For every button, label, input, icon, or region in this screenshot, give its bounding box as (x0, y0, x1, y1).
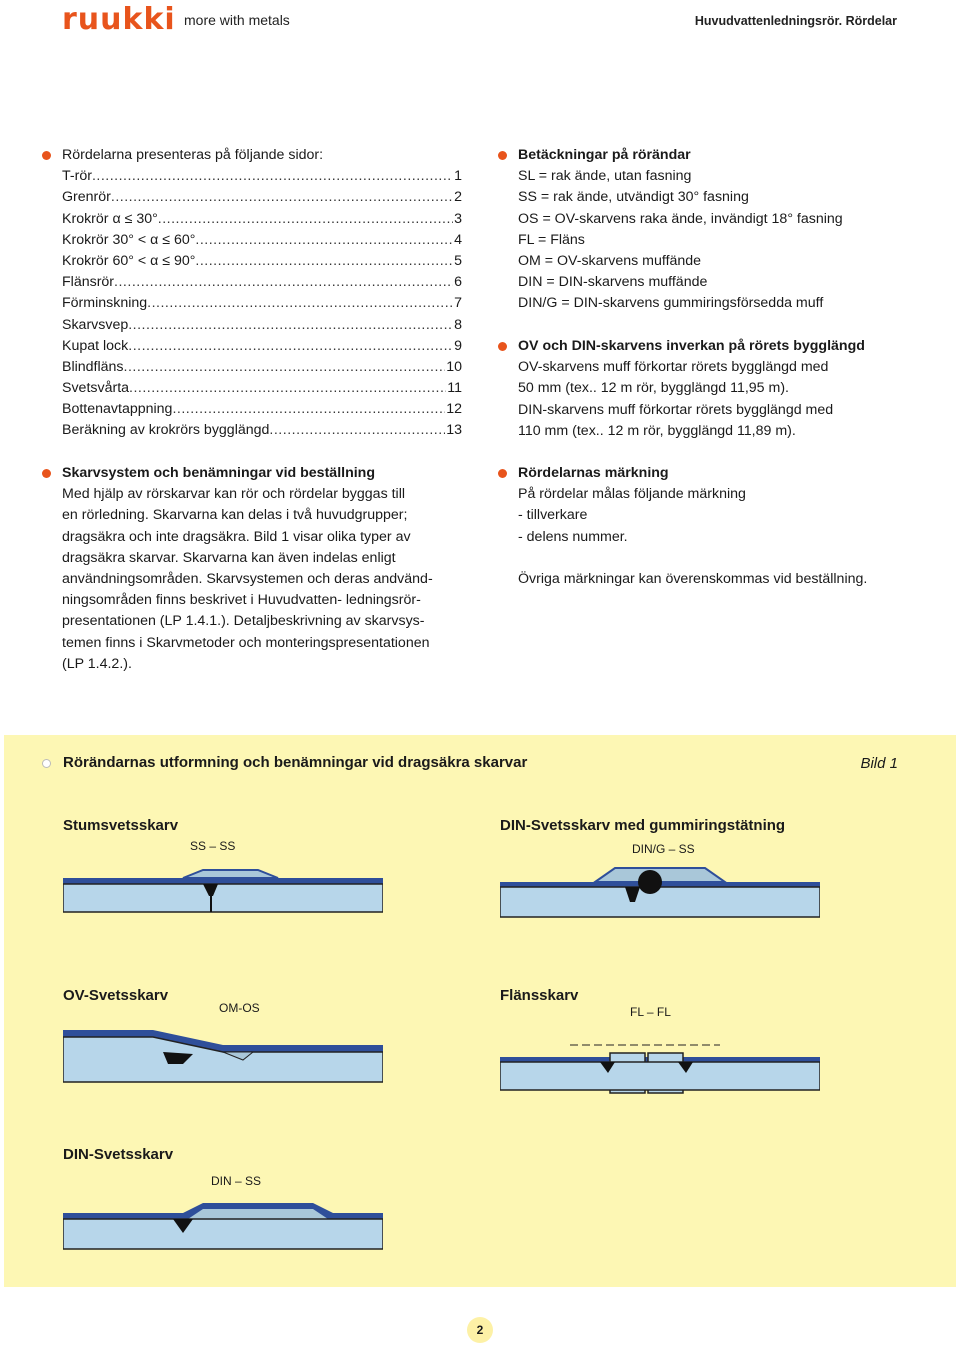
ov-weld-joint-diagram (63, 1020, 383, 1090)
toc-item-page: 5 (454, 252, 462, 269)
joints-text (62, 484, 482, 675)
toc-item-label: Krokrör 60° < α ≤ 90° (62, 252, 196, 269)
markings-line: SS = rak ände, utvändigt 30° fasning (518, 189, 749, 206)
toc-row (62, 251, 462, 272)
markings-line: DIN/G = DIN-skarvens gummiringsförsedda muff (518, 295, 824, 312)
toc-item-label: Krokrör 30° < α ≤ 60° (62, 231, 196, 248)
markings-line: SL = rak ände, utan fasning (518, 168, 692, 185)
joint-sleeve (183, 870, 278, 878)
socket-inner (188, 1209, 328, 1219)
joints-line: presentationen (LP 1.4.1.). Detaljbeskrivning av skarvsys- (62, 613, 425, 630)
toc-row (62, 230, 462, 251)
toc-item-label: Förminskning (62, 295, 148, 312)
din-weld-joint-diagram (63, 1195, 383, 1255)
toc-row (62, 272, 462, 293)
toc-item-label: Krokrör α ≤ 30° (62, 210, 158, 227)
logo-tagline: more with metals (184, 12, 290, 28)
ruukki-logo: ruukki (62, 2, 176, 37)
butt-weld-joint-diagram (63, 862, 383, 922)
toc-item-page: 10 (446, 358, 462, 375)
pipe-wall (63, 884, 383, 912)
figure-title: Rörändarnas utformning och benämningar vid dragsäkra skarvar (63, 754, 528, 771)
markings-line: FL = Fläns (518, 231, 585, 248)
labeling-text (518, 484, 867, 590)
diagram-title-butt-weld: Stumsvetsskarv (63, 817, 179, 834)
effect-line: 110 mm (tex.. 12 m rör, bygglängd 11,89 m). (518, 422, 796, 439)
toc-row (62, 336, 462, 357)
diagram-title-ov-weld: OV-Svetsskarv (63, 987, 169, 1004)
effect-heading: OV och DIN-skarvens inverkan på rörets bygglängd (518, 338, 865, 354)
effect-line: DIN-skarvens muff förkortar rörets bygglängd med (518, 401, 834, 418)
markings-section (518, 145, 843, 315)
toc-heading: Rördelarna presenteras på följande sidor: (62, 147, 324, 163)
toc-leader-dots (128, 315, 453, 336)
labeling-heading: Rördelarnas märkning (518, 465, 669, 481)
toc-row (62, 166, 462, 187)
pipe-wall (500, 1062, 820, 1090)
effect-text (518, 357, 865, 442)
bullet-icon (42, 759, 51, 768)
toc-item-label: Grenrör (62, 189, 111, 206)
diagram-code-ov-weld: OM-OS (219, 1001, 260, 1015)
toc-section (62, 145, 462, 442)
labeling-line: - tillverkare (518, 507, 588, 524)
diagram-code-din-weld: DIN – SS (211, 1174, 262, 1188)
flange-joint-diagram (500, 1025, 820, 1095)
bullet-icon (498, 151, 507, 160)
toc-leader-dots (269, 420, 445, 441)
effect-line: OV-skarvens muff förkortar rörets bygglängd med (518, 359, 829, 376)
toc-leader-dots (147, 293, 453, 314)
toc-item-page: 13 (446, 422, 462, 439)
toc-row (62, 399, 462, 420)
labeling-line (518, 548, 867, 569)
toc-leader-dots (195, 251, 453, 272)
toc-item-page: 8 (454, 316, 462, 333)
bullet-icon (42, 469, 51, 478)
joints-line: användningsområden. Skarvsystemen och deras andvänd- (62, 570, 433, 587)
page-header (0, 0, 960, 44)
joints-heading: Skarvsystem och benämningar vid beställning (62, 465, 376, 481)
toc-item-label: Blindfläns (62, 358, 124, 375)
toc-row (62, 209, 462, 230)
markings-line: DIN = DIN-skarvens muffände (518, 274, 708, 291)
toc-leader-dots (114, 272, 453, 293)
pipe-wall (63, 1037, 383, 1082)
diagram-code-flange: FL – FL (630, 1005, 671, 1019)
joints-line: (LP 1.4.2.). (62, 655, 132, 672)
toc-item-page: 9 (454, 337, 462, 354)
labeling-line: - delens nummer. (518, 528, 628, 545)
joints-line: Med hjälp av rörskarvar kan rör och rördelar byggas till (62, 486, 406, 503)
diagram-title-din-gasket: DIN-Svetsskarv med gummiringstätning (500, 817, 786, 834)
diagram-code-butt-weld: SS – SS (190, 839, 236, 853)
toc-row (62, 378, 462, 399)
diagram-title-flange: Flänsskarv (500, 987, 579, 1004)
diagram-code-din-gasket: DIN/G – SS (632, 842, 695, 856)
joints-line: temen finns i Skarvmetoder och monteringspresentationen (62, 634, 430, 651)
figure-label: Bild 1 (860, 755, 898, 772)
joints-section (62, 463, 482, 675)
bullet-icon (498, 469, 507, 478)
pipe-wall (63, 1219, 383, 1249)
page-number: 2 (467, 1317, 493, 1343)
toc-item-page: 2 (454, 189, 462, 206)
toc-item-page: 3 (454, 210, 462, 227)
markings-line: OS = OV-skarvens raka ände, invändigt 18° fasning (518, 210, 843, 227)
toc-leader-dots (128, 336, 453, 357)
toc-item-page: 12 (446, 401, 462, 418)
toc-item-label: Flänsrör (62, 274, 115, 291)
toc-leader-dots (124, 357, 446, 378)
markings-text (518, 166, 843, 314)
toc-leader-dots (195, 230, 453, 251)
toc-item-page: 7 (454, 295, 462, 312)
effect-section (518, 336, 865, 442)
markings-line: OM = OV-skarvens muffände (518, 252, 702, 269)
joints-line: ningsområden finns beskrivet i Huvudvatten- ledningsrör- (62, 592, 421, 609)
toc-row (62, 315, 462, 336)
toc-item-label: Svetsvårta (62, 380, 130, 397)
toc-row (62, 187, 462, 208)
toc-row (62, 420, 462, 441)
toc-item-label: Skarvsvep (62, 316, 129, 333)
toc-item-page: 11 (447, 380, 462, 397)
toc-row (62, 293, 462, 314)
toc-leader-dots (92, 166, 453, 187)
labeling-line: På rördelar målas följande märkning (518, 486, 746, 503)
document-title: Huvudvattenledningsrör. Rördelar (694, 14, 897, 28)
toc-item-label: T-rör (62, 168, 92, 185)
toc-list (62, 166, 462, 441)
din-gasket-joint-diagram (500, 862, 820, 922)
toc-item-label: Kupat lock (62, 337, 129, 354)
diagram-title-din-weld: DIN-Svetsskarv (63, 1146, 174, 1163)
toc-item-page: 4 (454, 231, 462, 248)
toc-leader-dots (129, 378, 446, 399)
toc-item-page: 1 (454, 168, 462, 185)
toc-item-label: Beräkning av krokrörs bygglängd (62, 422, 270, 439)
toc-item-label: Bottenavtappning (62, 401, 173, 418)
toc-row (62, 357, 462, 378)
toc-leader-dots (172, 399, 445, 420)
effect-line: 50 mm (tex.. 12 m rör, bygglängd 11,95 m). (518, 380, 789, 397)
markings-heading: Betäckningar på rörändar (518, 147, 691, 163)
toc-leader-dots (111, 187, 453, 208)
labeling-section (518, 463, 867, 590)
joints-line: dragsäkra skarvar. Skarvarna kan även indelas enligt (62, 549, 396, 566)
bullet-icon (498, 342, 507, 351)
labeling-line: Övriga märkningar kan överenskommas vid beställning. (518, 570, 868, 587)
rubber-gasket (638, 870, 662, 894)
pipe-wall (500, 887, 820, 917)
joints-line: en rörledning. Skarvarna kan delas i två huvudgrupper; (62, 507, 408, 524)
joints-line: dragsäkra och inte dragsäkra. Bild 1 visar olika typer av (62, 528, 411, 545)
bullet-icon (42, 151, 51, 160)
toc-leader-dots (158, 209, 453, 230)
toc-item-page: 6 (454, 274, 462, 291)
